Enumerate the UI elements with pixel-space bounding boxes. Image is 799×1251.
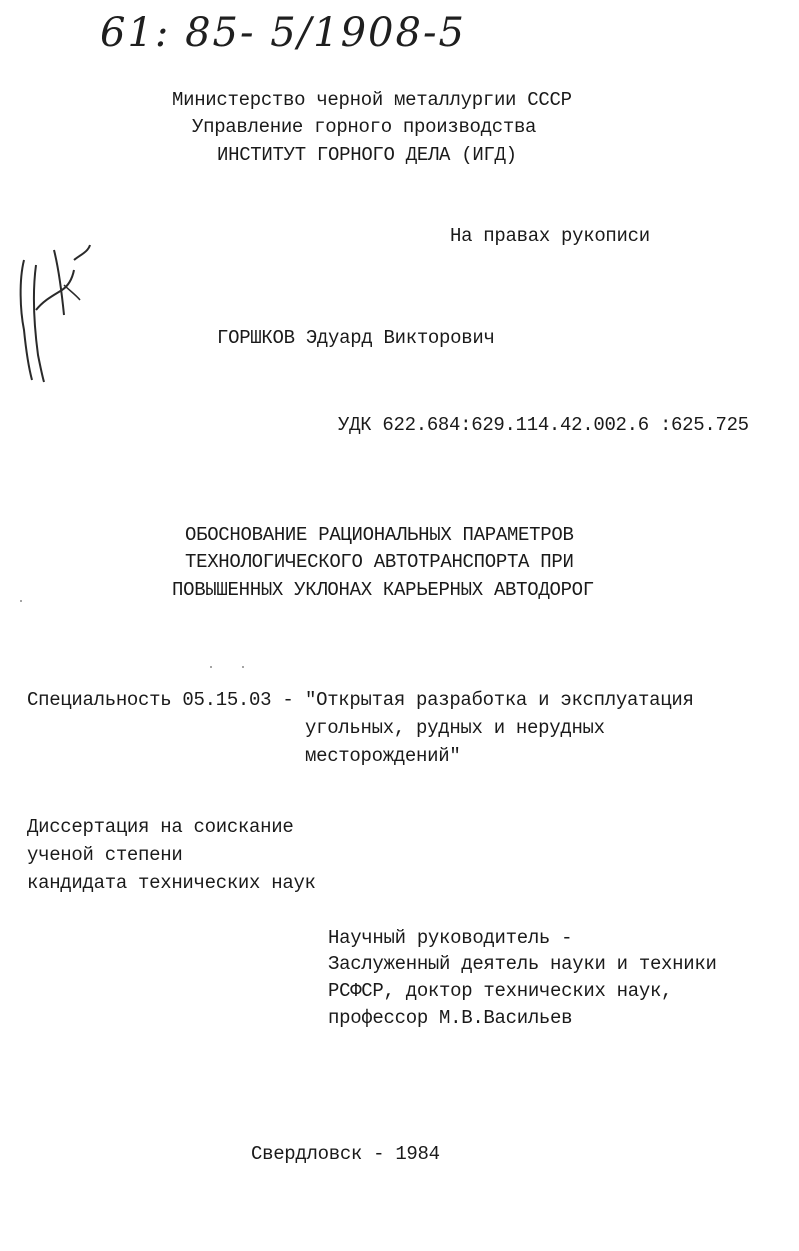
supervisor-line-4: профессор М.В.Васильев [328, 1007, 573, 1029]
title-line-1: ОБОСНОВАНИЕ РАЦИОНАЛЬНЫХ ПАРАМЕТРОВ [185, 524, 574, 546]
department-line: Управление горного производства [192, 116, 537, 138]
scan-speck [242, 666, 244, 668]
title-line-3: ПОВЫШЕННЫХ УКЛОНАХ КАРЬЕРНЫХ АВТОДОРОГ [172, 579, 594, 601]
scan-speck [20, 600, 22, 602]
supervisor-line-3: РСФСР, доктор технических наук, [328, 980, 673, 1002]
specialty-prefix: Специальность 05.15.03 - [27, 689, 305, 711]
dissertation-line-2: ученой степени [27, 844, 183, 866]
udc-code: УДК 622.684:629.114.42.002.6 :625.725 [338, 414, 749, 436]
archive-number: 61: 85- 5/1908-5 [100, 10, 466, 56]
specialty-line-3: месторождений" [305, 745, 461, 767]
supervisor-line-1: Научный руководитель - [328, 927, 573, 949]
ministry-line: Министерство черной металлургии СССР [172, 89, 572, 111]
manuscript-rights: На правах рукописи [450, 225, 650, 247]
dissertation-line-1: Диссертация на соискание [27, 816, 294, 838]
dissertation-line-3: кандидата технических наук [27, 872, 316, 894]
signature [14, 240, 94, 390]
scan-speck [210, 666, 212, 668]
author-name: ГОРШКОВ Эдуард Викторович [217, 327, 495, 349]
specialty-line-2: угольных, рудных и нерудных [305, 717, 605, 739]
institute-line: ИНСТИТУТ ГОРНОГО ДЕЛА (ИГД) [217, 144, 517, 166]
supervisor-line-2: Заслуженный деятель науки и техники [328, 953, 717, 975]
place-year: Свердловск - 1984 [251, 1143, 440, 1165]
title-line-2: ТЕХНОЛОГИЧЕСКОГО АВТОТРАНСПОРТА ПРИ [185, 551, 574, 573]
specialty-line-1: "Открытая разработка и эксплуатация [305, 689, 694, 711]
